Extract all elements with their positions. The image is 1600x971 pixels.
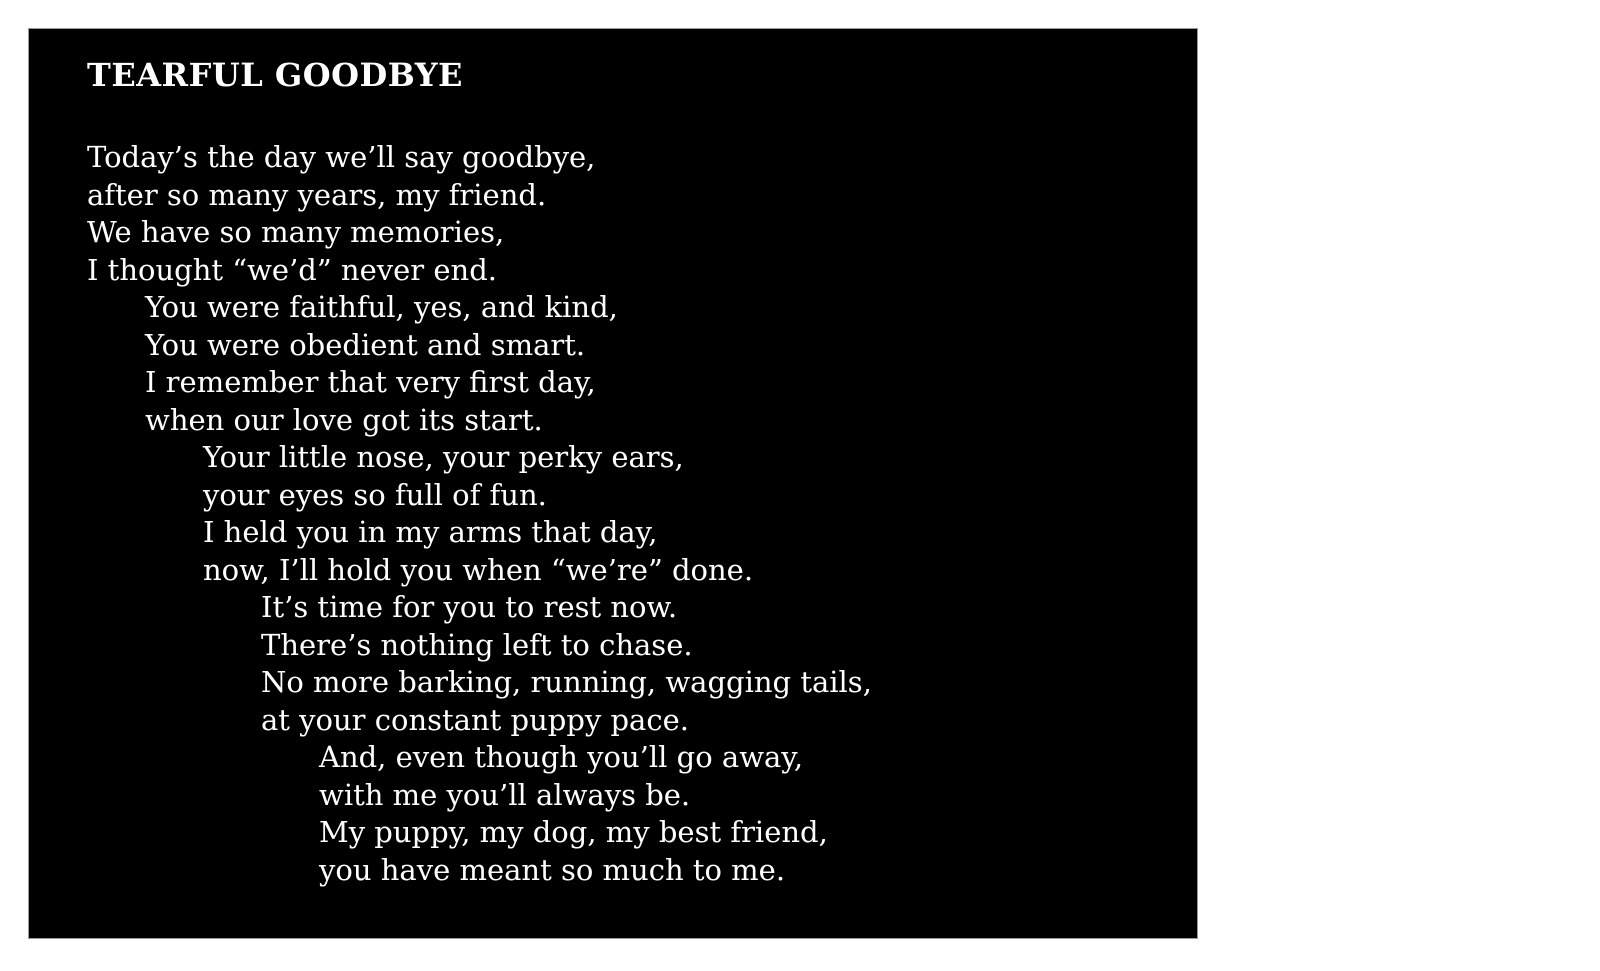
poem-line: It’s time for you to rest now. xyxy=(261,590,678,624)
poem-line: after so many years, my friend. xyxy=(87,177,547,212)
poem-card xyxy=(28,28,1198,939)
poem-line: Today’s the day we’ll say goodbye, xyxy=(87,140,596,174)
poem-line: No more barking, running, wagging tails, xyxy=(261,665,872,699)
poem-line: You were faithful, yes, and kind, xyxy=(145,290,618,324)
poem-line: now, I’ll hold you when “we’re” done. xyxy=(203,552,754,587)
poem-line: There’s nothing left to chase. xyxy=(261,627,693,662)
poem-line: when our love got its start. xyxy=(145,402,543,437)
poem-line: your eyes so full of fun. xyxy=(203,477,547,512)
poem-line: I thought “we’d” never end. xyxy=(87,252,497,287)
poem-line: Your little nose, your perky ears, xyxy=(203,440,684,474)
poem-line: with me you’ll always be. xyxy=(319,777,691,812)
poem-title: TEARFUL GOODBYE xyxy=(87,56,463,94)
poem-line: My puppy, my dog, my best friend, xyxy=(319,815,828,849)
poem-line: And, even though you’ll go away, xyxy=(319,740,804,774)
poem-line: at your constant puppy pace. xyxy=(261,702,689,737)
poem-line: you have meant so much to me. xyxy=(319,852,786,887)
poem-line: I held you in my arms that day, xyxy=(203,515,658,549)
poem-body xyxy=(87,139,1177,889)
poem-line: We have so many memories, xyxy=(87,215,505,249)
poem-line: You were obedient and smart. xyxy=(145,327,586,362)
poem-line: I remember that very first day, xyxy=(145,365,596,399)
